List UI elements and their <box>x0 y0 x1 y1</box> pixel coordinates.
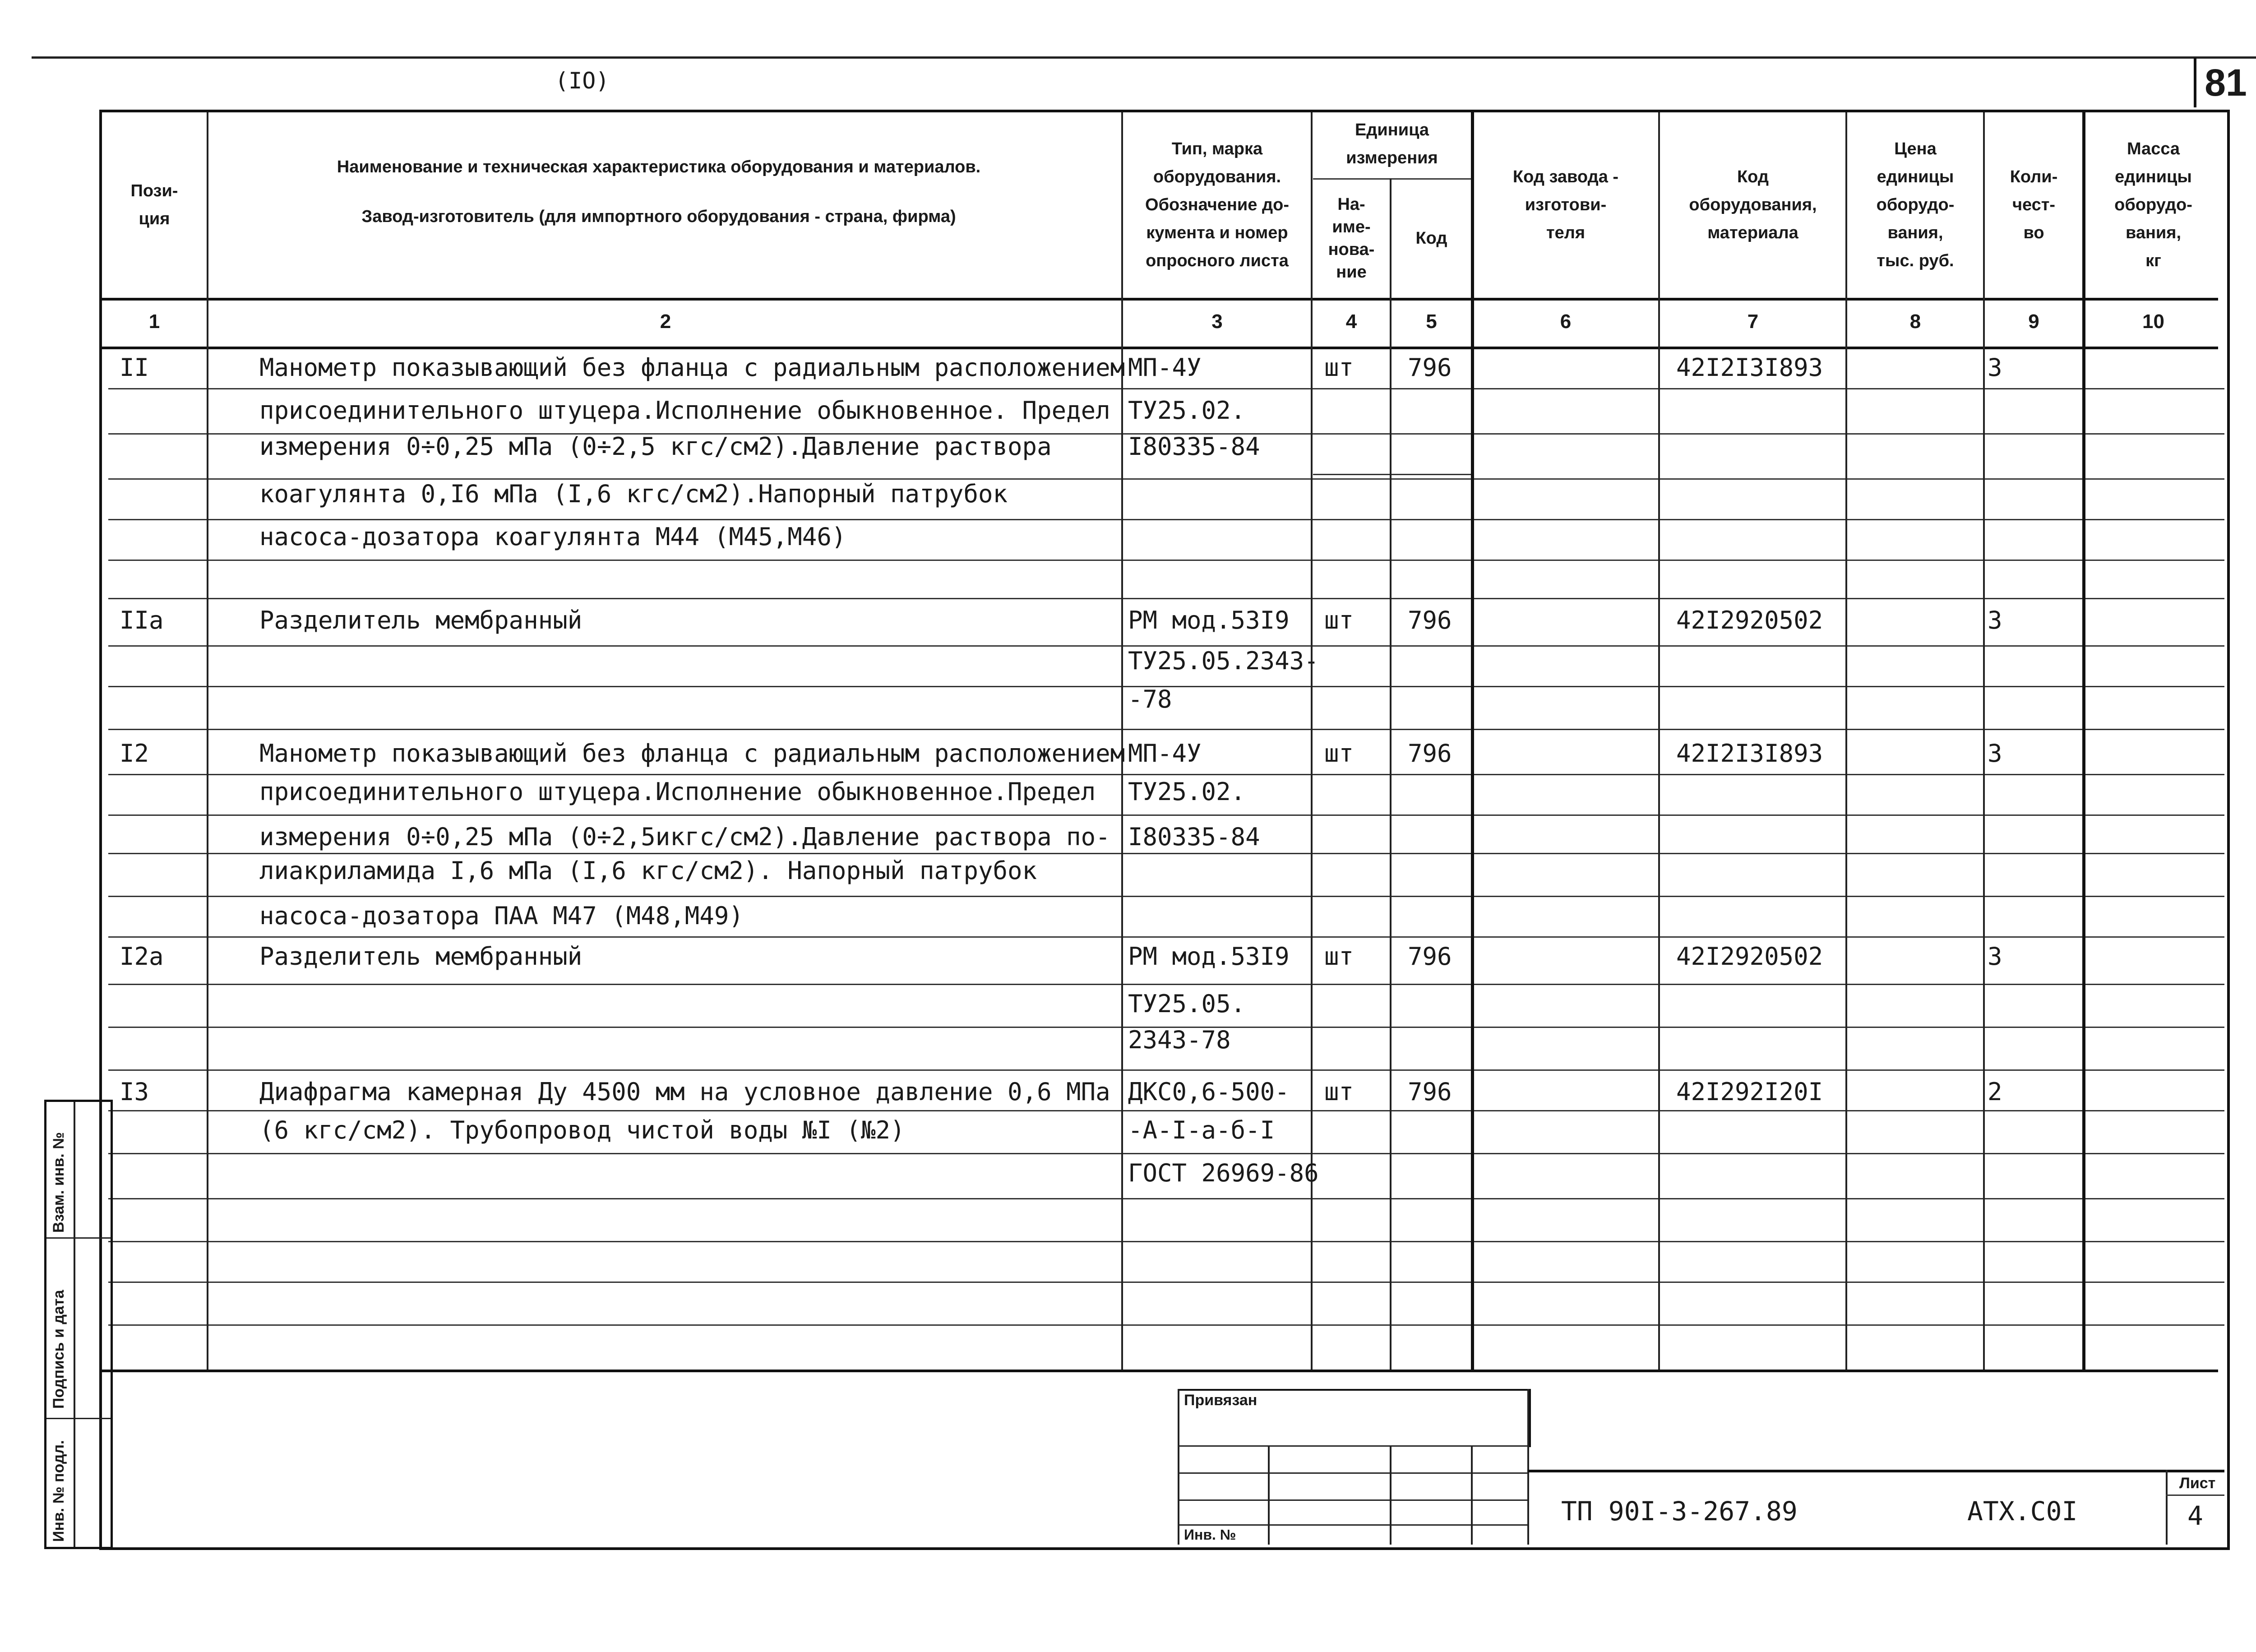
cell-description: коагулянта 0,I6 мПа (I,6 кгс/см2).Напорный патрубок <box>259 480 1008 508</box>
cell-type: РМ мод.53I9 <box>1128 942 1290 971</box>
cell-unit-code: 796 <box>1408 353 1452 382</box>
side-label-signature: Подпись и дата <box>50 1290 67 1409</box>
colnum-4: 4 <box>1345 310 1357 333</box>
header-manufacturer-code: Код завода - изготови- теля <box>1512 167 1619 242</box>
unit-subheader-line <box>1313 178 1471 180</box>
row-line <box>108 984 2224 985</box>
cell-unit-code: 796 <box>1408 739 1452 768</box>
colnum-9: 9 <box>2028 310 2039 333</box>
colnum-1: 1 <box>148 310 160 333</box>
stamp-inv-label: Инв. № <box>1184 1527 1236 1543</box>
header-name-line1: Наименование и техническая характеристика оборудования и материалов. <box>337 157 981 176</box>
row-line <box>108 598 2224 599</box>
col-divider <box>1983 112 1985 1370</box>
cell-type: ТУ25.05. <box>1128 990 1246 1018</box>
cell-unit-code: 796 <box>1408 1078 1452 1106</box>
cell-position: I2a <box>120 942 164 971</box>
cell-position: II <box>120 353 149 382</box>
row-line <box>108 1110 2224 1111</box>
col-divider <box>1658 112 1660 1370</box>
side-label-inv: Инв. № подл. <box>50 1440 67 1542</box>
cell-description: Манометр показывающий без фланца с радиальным расположением <box>259 353 1125 382</box>
row-line <box>108 1324 2224 1326</box>
cell-position: I3 <box>120 1078 149 1106</box>
header-price: Цена единицы оборудо- вания, тыс. руб. <box>1876 139 1955 270</box>
colnum-10: 10 <box>2142 310 2164 333</box>
project-code: ТП 90I-3-267.89 <box>1561 1496 1798 1527</box>
cell-quantity: 3 <box>1988 942 2002 971</box>
colnum-5: 5 <box>1426 310 1437 333</box>
col-divider <box>1471 112 1474 1370</box>
cell-unit: шт <box>1324 1078 1354 1106</box>
header-unit-code: Код <box>1415 228 1447 248</box>
cell-unit-code: 796 <box>1408 606 1452 634</box>
colnum-3: 3 <box>1211 310 1223 333</box>
col-divider <box>2082 112 2085 1370</box>
cell-equipment-code: 42I292I20I <box>1676 1078 1823 1106</box>
sheet-number: 4 <box>2187 1500 2203 1531</box>
header-quantity: Коли- чест- во <box>2010 167 2058 242</box>
cell-quantity: 3 <box>1988 739 2002 768</box>
cell-equipment-code: 42I2920502 <box>1676 606 1823 634</box>
page-number-corner: 81 <box>2194 58 2255 107</box>
cell-type: ДКС0,6-500- <box>1128 1078 1290 1106</box>
row-line <box>108 936 2224 938</box>
cell-type: -А-I-а-б-I <box>1128 1116 1275 1144</box>
cell-type: I80335-84 <box>1128 823 1260 851</box>
cell-type: ТУ25.05.2343- <box>1128 647 1319 675</box>
cell-description: измерения 0÷0,25 мПа (0÷2,5икгс/см2).Давление раствора по- <box>259 823 1110 851</box>
colnum-2: 2 <box>660 310 671 333</box>
cell-unit: шт <box>1324 942 1354 971</box>
cell-quantity: 3 <box>1988 353 2002 382</box>
cell-equipment-code: 42I2920502 <box>1676 942 1823 971</box>
cell-equipment-code: 42I2I3I893 <box>1676 353 1823 382</box>
top-rule <box>32 56 2256 59</box>
table-bottom-line <box>102 1370 2218 1372</box>
row-line <box>108 1069 2224 1071</box>
cell-description: присоединительного штуцера.Исполнение обыкновенное. Предел <box>259 396 1110 425</box>
cell-description: Диафрагма камерная Ду 4500 мм на условное давление 0,6 МПа <box>259 1078 1110 1106</box>
cell-description: лиакриламида I,6 мПа (I,6 кгс/см2). Напорный патрубок <box>259 856 1037 885</box>
cell-description: Манометр показывающий без фланца с радиальным расположением <box>259 739 1125 768</box>
cell-description: (6 кгс/см2). Трубопровод чистой воды №I (№2) <box>259 1116 905 1144</box>
cell-description: измерения 0÷0,25 мПа (0÷2,5 кгс/см2).Давление раствора <box>259 432 1052 461</box>
cell-type: -78 <box>1128 685 1172 713</box>
cell-description: Разделитель мембранный <box>259 606 582 634</box>
column-number-divider <box>102 347 2218 349</box>
row-line <box>108 388 2224 389</box>
header-unit-name: На- име- нова- ние <box>1328 194 1375 282</box>
row-line <box>108 560 2224 561</box>
cell-type: МП-4У <box>1128 353 1202 382</box>
header-name-line2: Завод-изготовитель (для импортного оборудования - страна, фирма) <box>361 207 956 226</box>
col-divider <box>1390 178 1392 1370</box>
cell-equipment-code: 42I2I3I893 <box>1676 739 1823 768</box>
colnum-7: 7 <box>1747 310 1759 333</box>
cell-type: ТУ25.02. <box>1128 396 1246 425</box>
col-divider <box>1845 112 1847 1370</box>
header-type: Тип, марка оборудования. Обозначение до- кумента и номер опросного листа <box>1145 139 1289 270</box>
cell-unit: шт <box>1324 606 1354 634</box>
cell-description: присоединительного штуцера.Исполнение обыкновенное.Предел <box>259 777 1096 806</box>
header-position: Пози- ция <box>130 181 178 228</box>
title-block-divider <box>2166 1470 2168 1545</box>
cell-unit: шт <box>1324 739 1354 768</box>
side-label-replace: Взам. инв. № <box>50 1132 67 1233</box>
col-divider <box>207 112 208 1370</box>
cell-type: ГОСТ 26969-86 <box>1128 1159 1319 1187</box>
row-line <box>108 814 2224 816</box>
cell-type: ТУ25.02. <box>1128 777 1246 806</box>
row-line <box>108 1153 2224 1154</box>
row-line <box>108 1241 2224 1242</box>
cell-quantity: 2 <box>1988 1078 2002 1106</box>
cell-type: I80335-84 <box>1128 432 1260 461</box>
cell-type: РМ мод.53I9 <box>1128 606 1290 634</box>
sheet-label: Лист <box>2179 1475 2216 1492</box>
row-line <box>108 896 2224 897</box>
colnum-8: 8 <box>1909 310 1921 333</box>
title-block-top <box>1527 1470 2224 1472</box>
header-unit: Единица измерения <box>1346 120 1438 167</box>
cell-unit-code: 796 <box>1408 942 1452 971</box>
cell-unit: шт <box>1324 353 1354 382</box>
cell-type: МП-4У <box>1128 739 1202 768</box>
cell-type: 2343-78 <box>1128 1026 1231 1054</box>
binding-stamp <box>1178 1389 1527 1545</box>
row-line <box>108 1282 2224 1283</box>
cell-description: насоса-дозатора ПАА М47 (М48,М49) <box>259 902 744 930</box>
row-line <box>108 1198 2224 1199</box>
cell-position: I2 <box>120 739 149 768</box>
row-line <box>108 729 2224 730</box>
header-mass: Масса единицы оборудо- вания, кг <box>2114 139 2192 270</box>
colnum-6: 6 <box>1560 310 1572 333</box>
sheet-reference: (IO) <box>555 68 610 94</box>
document-code: АТХ.С0I <box>1967 1496 2078 1527</box>
cell-description: насоса-дозатора коагулянта М44 (М45,М46) <box>259 523 846 551</box>
stamp-bound-label: Привязан <box>1184 1392 1257 1409</box>
cell-description: Разделитель мембранный <box>259 942 582 971</box>
cell-position: IIa <box>120 606 164 634</box>
header-divider <box>102 298 2218 301</box>
side-approval-strip <box>44 1100 113 1549</box>
cell-quantity: 3 <box>1988 606 2002 634</box>
header-equipment-code: Код оборудования, материала <box>1689 167 1817 242</box>
